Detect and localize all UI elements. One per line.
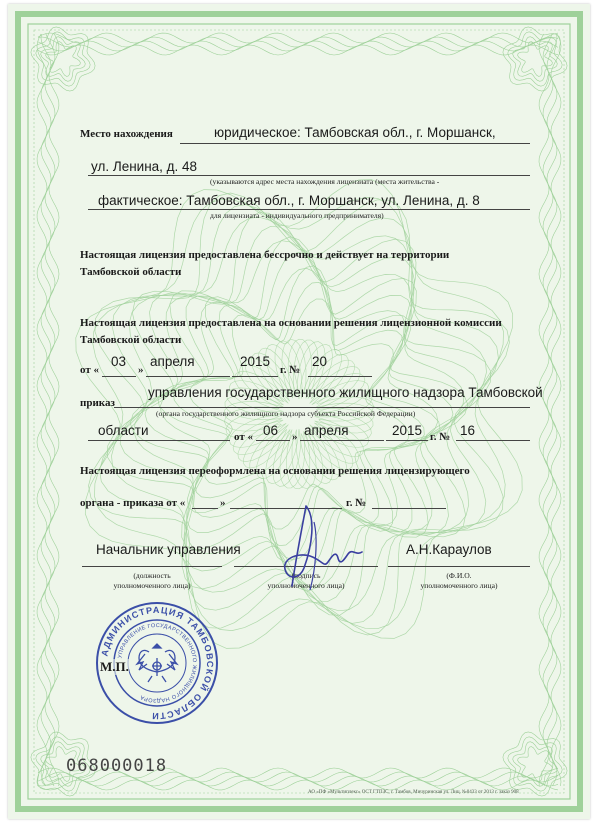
stamp-outer-text: АДМИНИСТРАЦИЯ ТАМБОВСКОЙ ОБЛАСТИ: [99, 604, 216, 722]
validity-line-1: Настоящая лицензия предоставлена бессрочно и действует на территории: [80, 249, 450, 261]
order-from-close: »: [292, 431, 298, 443]
basis-from-label: от «: [80, 364, 100, 376]
basis-year: 2015: [240, 354, 271, 369]
location-street: ул. Ленина, д. 48: [91, 159, 198, 174]
guilloche-corner: [503, 732, 567, 796]
location-hint-2: для лицензиата - индивидуального предпринимателя): [210, 211, 384, 220]
reissue-close: »: [220, 497, 226, 509]
order-month: апреля: [304, 423, 349, 438]
order-from-label: от «: [234, 431, 254, 443]
guilloche-corner: [46, 42, 81, 77]
name-line: [388, 566, 530, 567]
stamp-place-label: М.П.: [100, 659, 129, 674]
order-number: 16: [460, 423, 476, 438]
location-line-2: [88, 175, 530, 176]
serial-number: 068000018: [66, 756, 168, 776]
stamp-inner-text: УПРАВЛЕНИЕ ГОСУДАРСТВЕННОГО ЖИЛИЩНОГО НАДЗОРА: [117, 622, 198, 704]
basis-month-line: [146, 376, 230, 377]
location-hint-1: (указываются адрес места нахождения лицензиата (места жительства -: [210, 177, 440, 186]
printer-note: АО «ПФ «Мультиплекс» ОСТ ГТПЗС, г. Тамбов, Мичуринская ул. Лиц. №0433 от 2013 г. заказ 908: [308, 790, 519, 795]
basis-year-line: [232, 376, 278, 377]
basis-number-line: [308, 376, 372, 377]
position-hint-2: уполномоченного лица): [113, 581, 191, 590]
reissue-number-line: [372, 508, 446, 509]
validity-line-2: Тамбовской области: [80, 266, 182, 278]
order-authority: управления государственного жилищного надзора Тамбовской: [148, 385, 543, 400]
order-hint: (органа государственного жилищного надзора субъекта Российской Федерации): [156, 409, 416, 418]
order-month-line: [300, 440, 384, 441]
signature-hint-2: уполномоченного лица): [267, 581, 345, 590]
location-actual-address: фактическое: Тамбовская обл., г. Моршанск, ул. Ленина, д. 8: [98, 193, 480, 208]
guilloche-band-top: [38, 45, 558, 55]
guilloche-corner: [41, 37, 86, 82]
license-sheet: [8, 4, 590, 819]
signer-name: А.Н.Караулов: [406, 542, 492, 557]
order-line-2: [88, 440, 230, 441]
reissue-year-suffix: г. №: [346, 497, 367, 509]
position-line: [82, 566, 222, 567]
guilloche-band-top: [38, 41, 558, 51]
basis-month: апреля: [150, 354, 195, 369]
signature-stroke: [285, 506, 362, 586]
order-line-1: [114, 407, 530, 408]
order-year-suffix: г. №: [430, 431, 451, 443]
order-number-line: [456, 440, 530, 441]
guilloche-corner: [503, 27, 567, 91]
signature-hint-1: (подпись: [291, 571, 321, 580]
reissue-line-1: Настоящая лицензия переоформлена на основании решения лицензирующего: [80, 465, 470, 477]
location-line-1: [180, 143, 530, 144]
position-hint-1: (должность: [133, 571, 171, 580]
order-day-line: [256, 440, 290, 441]
order-year-line: [386, 440, 428, 441]
location-label: Место нахождения: [80, 128, 173, 140]
basis-line-1: Настоящая лицензия предоставлена на основании решения лицензионной комиссии: [80, 317, 502, 329]
handwritten-signature: [266, 498, 376, 594]
basis-from-close: »: [138, 364, 144, 376]
guilloche-corner: [31, 27, 95, 91]
order-day: 06: [263, 423, 279, 438]
location-line-3: [88, 209, 530, 210]
basis-number: 20: [312, 354, 328, 369]
order-label: приказ: [80, 397, 115, 409]
double-headed-eagle-icon: [137, 644, 177, 682]
name-hint-2: уполномоченного лица): [420, 581, 498, 590]
signer-position: Начальник управления: [96, 542, 241, 557]
reissue-line-2-prefix: органа - приказа от «: [80, 497, 186, 509]
reissue-day-line: [192, 508, 218, 509]
basis-line-2: Тамбовской области: [80, 334, 182, 346]
basis-day: 03: [111, 354, 127, 369]
location-legal-address: юридическое: Тамбовская обл., г. Моршанск,: [214, 125, 496, 140]
name-hint-1: (Ф.И.О.: [446, 571, 472, 580]
basis-day-line: [102, 376, 136, 377]
order-year: 2015: [392, 423, 423, 438]
order-authority-cont: области: [98, 423, 149, 438]
basis-year-suffix: г. №: [280, 364, 301, 376]
